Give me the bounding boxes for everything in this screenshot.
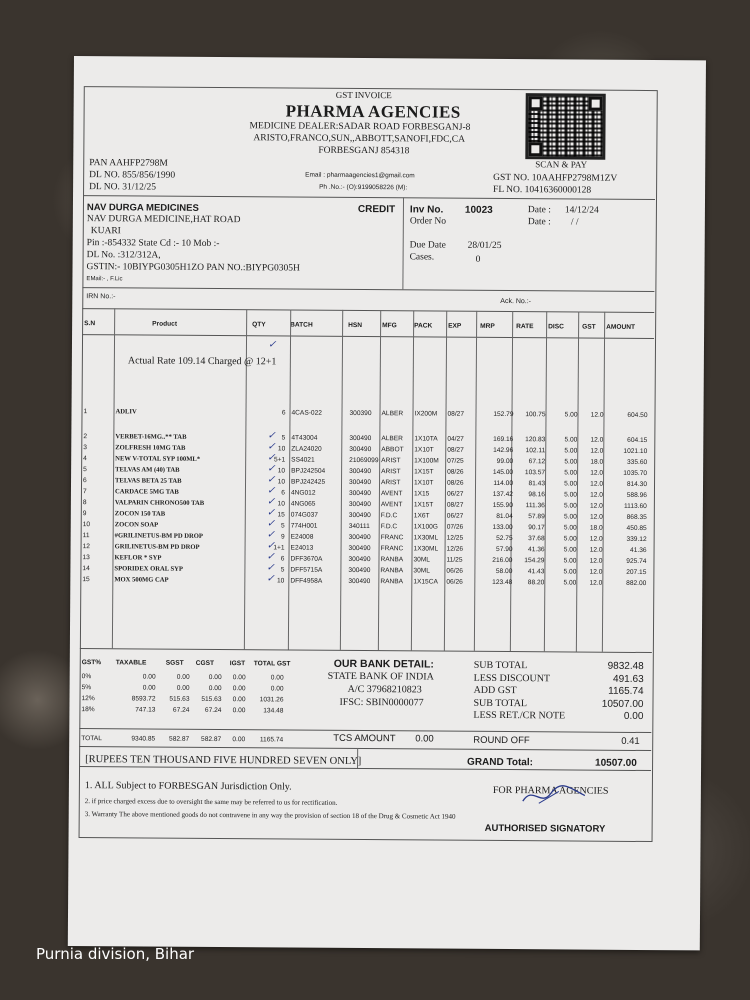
tick-mark-icon: ✓ — [266, 529, 276, 541]
bank-ifsc: IFSC: SBIN0000077 — [339, 696, 424, 709]
tick-mark-icon: ✓ — [266, 562, 275, 574]
terms-3: 3. Warranty The above mentioned goods do not contravene in any way the provision of section 18 of the Drug & Cosmetic Act 1940 — [84, 810, 456, 821]
round-off-value: 0.41 — [621, 735, 640, 747]
date-label: Date : — [527, 205, 551, 216]
table-row: 7 CARDACE 5MG TAB 6 4NG012 300490 AVENT 1X15 06/27 137.42 98.16 5.00 12.0 588.96 — [82, 488, 647, 500]
gst-number: GST NO. 10AAHFP2798M1ZV — [493, 172, 618, 184]
customer-name: NAV DURGA MEDICINES — [86, 202, 199, 214]
company-email: Email : pharmaagencies1@gmail.com — [305, 171, 415, 180]
bank-detail-title: OUR BANK DETAIL: — [333, 657, 434, 671]
customer-dl: DL No. :312/312A, — [86, 250, 161, 261]
scan-and-pay: SCAN & PAY — [535, 159, 588, 170]
for-company: FOR PHARMA AGENCIES — [492, 784, 609, 797]
tick-mark-icon: ✓ — [266, 496, 276, 508]
tick-mark-icon: ✓ — [266, 551, 275, 563]
qr-corner-icon — [589, 97, 603, 111]
divider — [357, 748, 358, 768]
qr-corner-icon — [528, 142, 542, 156]
qr-corner-icon — [529, 96, 543, 110]
table-row: 10 ZOCON SOAP 5 774H001 340111 F.D.C 1X100G 07/26 133.00 90.17 5.00 18.0 450.85 — [82, 521, 647, 533]
table-row: 13 KEFLOR * SYP 6 DFF3670A 300490 RANBA 30ML 11/25 216.00 154.29 5.00 12.0 925.74 — [82, 554, 647, 566]
terms-1: 1. ALL Subject to FORBESGAN Jurisdiction Only. — [84, 780, 292, 793]
fl-number: FL NO. 10416360000128 — [493, 184, 592, 196]
grand-total-value: 10507.00 — [595, 757, 637, 769]
totals-label: ADD GST — [473, 684, 517, 697]
brands-line: ARISTO,FRANCO,SUN,,ABBOTT,SANOFI,FDC,CA — [253, 133, 466, 145]
tick-mark-icon: ✓ — [266, 540, 276, 552]
order-no-label: Order No — [409, 216, 447, 227]
gst-summary-row: 18% 747.13 67.24 67.24 0.00 134.48 — [81, 706, 284, 715]
tick-mark-icon: ✓ — [267, 441, 276, 453]
gst-summary-row: 5% 0.00 0.00 0.00 0.00 0.00 — [81, 684, 284, 693]
amount-in-words: [RUPEES TEN THOUSAND FIVE HUNDRED SEVEN ONLY] — [85, 754, 362, 768]
table-row: 4 NEW V-TOTAL SYP 100ML* 5+1 SS4021 21069099 ARIST 1X100M 07/25 99.00 67.12 5.00 18.0 335.60 — [83, 455, 648, 467]
tcs-amount-label: TCS AMOUNT — [333, 732, 396, 745]
totals-value: 491.63 — [613, 673, 644, 685]
table-row: 2 VERBET-16MG..** TAB 5 4T43004 300490 ALBER 1X10TA 04/27 169.16 120.83 5.00 12.0 604.15 — [83, 433, 648, 445]
totals-value: 10507.00 — [601, 698, 644, 710]
tick-mark-icon: ✓ — [267, 463, 276, 475]
invoice-type: GST INVOICE — [335, 89, 392, 101]
dealer-line: MEDICINE DEALER:SADAR ROAD FORBESGANJ-8 — [249, 121, 471, 133]
table-row: 3 ZOLFRESH 10MG TAB 10 ZLA24020 300490 ABBOT 1X10T 08/27 142.96 102.11 5.00 12.0 1021.10 — [83, 444, 648, 456]
date-value: 14/12/24 — [564, 205, 599, 216]
table-header: S.N Product QTY BATCH HSN MFG PACK EXP MRP RATE DISC GST AMOUNT — [84, 320, 636, 331]
gst-summary-row: 0% 0.00 0.00 0.00 0.00 0.00 — [81, 673, 284, 682]
authorised-signatory: AUTHORISED SIGNATORY — [484, 822, 606, 835]
company-name: PHARMA AGENCIES — [285, 101, 461, 122]
location-watermark: Purnia division, Bihar — [36, 945, 195, 963]
pan-number: PAN AAHFP2798M — [89, 158, 168, 169]
totals-value: 0.00 — [623, 710, 644, 722]
tick-mark-icon: ✓ — [266, 507, 276, 519]
table-row: 14 SPORIDEX ORAL SYP 5 DFF5715A 300490 RANBA 30ML 06/26 58.00 41.43 5.00 12.0 207.15 — [82, 565, 647, 577]
table-row: 5 TELVAS AM (40) TAB 10 BPJ242504 300490 ARIST 1X15T 08/26 145.00 103.57 5.00 12.0 1035.70 — [83, 466, 648, 478]
totals-value: 1165.74 — [608, 685, 644, 697]
terms-2: 2. if price charged excess due to oversight the same may be referred to us for rectification. — [84, 797, 338, 807]
tick-mark-icon: ✓ — [267, 430, 276, 442]
order-date-value: / / — [570, 217, 579, 228]
irn-no: IRN No.:- — [86, 293, 116, 301]
dl-number-1: DL NO. 855/856/1990 — [89, 170, 176, 181]
dl-number-2: DL NO. 31/12/25 — [89, 182, 157, 193]
table-row: 11 #GRILINETUS-BM PD DROP 9 E24008 300490 FRANC 1X30ML 12/25 52.75 37.68 5.00 12.0 339.12 — [82, 532, 647, 544]
totals-label: SUB TOTAL — [473, 697, 528, 709]
company-phone: Ph .No.:- (O):9199058226 (M): — [319, 183, 408, 192]
customer-email: EMail:- , F.Lic — [86, 276, 123, 283]
tick-mark-icon: ✓ — [266, 518, 276, 530]
due-date-value: 28/01/25 — [467, 240, 502, 251]
totals-value: 9832.48 — [607, 660, 644, 672]
tick-mark-icon: ✓ — [266, 485, 276, 497]
invoice-paper — [68, 56, 706, 950]
signature-icon — [519, 781, 589, 809]
customer-address-1: NAV DURGA MEDICINE,HAT ROAD — [86, 214, 241, 226]
totals-label: LESS DISCOUNT — [473, 672, 551, 684]
bank-account: A/C 37968210823 — [347, 683, 422, 696]
gst-summary-header: GST% TAXABLE SGST CGST IGST TOTAL GST — [81, 659, 291, 668]
totals-label: LESS RET./CR NOTE — [473, 709, 566, 722]
tcs-amount-value: 0.00 — [415, 733, 434, 745]
table-row: 1 ADLIV 6 4CAS-022 300390 ALBER IX200M 08/27 152.79 100.75 5.00 12.0 604.50 — [83, 408, 648, 420]
payment-mode: CREDIT — [357, 203, 396, 216]
customer-gstin: GSTIN:- 10BIYPG0305H1ZO PAN NO.:BIYPG0305H — [86, 262, 300, 274]
table-row: 8 VALPARIN CHRONO500 TAB 10 4NG065 300490 AVENT 1X15T 08/27 155.90 111.36 5.00 12.0 1113.60 — [82, 499, 647, 511]
inv-no-value: 10023 — [464, 204, 493, 216]
tick-mark-icon: ✓ — [266, 573, 275, 585]
totals-label: SUB TOTAL — [473, 659, 528, 672]
gst-summary-row: 12% 8593.72 515.63 515.63 0.00 1031.26 — [81, 695, 284, 704]
customer-address-2: KUARI — [90, 226, 121, 237]
order-date-label: Date : — [527, 217, 551, 228]
ack-no: Ack. No.:- — [500, 297, 532, 306]
table-row: 12 GRILINETUS-BM PD DROP 1+1 E24013 300490 FRANC 1X30ML 12/26 57.90 41.36 5.00 12.0 41.36 — [82, 543, 647, 555]
table-row: 15 MOX 500MG CAP 10 DFF4958A 300490 RANBA 1X15CA 06/26 123.48 88.20 5.00 12.0 882.00 — [82, 576, 647, 588]
grand-total-label: GRAND Total: — [467, 756, 534, 769]
cases-value: 0 — [475, 254, 481, 265]
tick-mark-icon: ✓ — [267, 474, 276, 486]
due-date-label: Due Date — [409, 240, 446, 251]
table-row: 9 ZOCON 150 TAB 15 074G037 300490 F.D.C 1X6T 06/27 81.04 57.89 5.00 12.0 868.35 — [82, 510, 647, 522]
inv-no-label: Inv No. — [409, 204, 444, 216]
table-row: 6 TELVAS BETA 25 TAB 10 BPJ242425 300490 ARIST 1X10T 08/26 114.00 81.43 5.00 12.0 814.30 — [83, 477, 648, 489]
tick-mark-icon: ✓ — [267, 339, 277, 351]
customer-pin: Pin :-854332 State Cd :- 10 Mob :- — [86, 238, 220, 250]
round-off-label: ROUND OFF — [473, 734, 530, 747]
tick-mark-icon: ✓ — [267, 452, 276, 464]
company-city: FORBESGANJ 854318 — [318, 145, 410, 157]
bank-name: STATE BANK OF INDIA — [327, 670, 434, 683]
gst-summary-total: TOTAL 9340.85 582.87 582.87 0.00 1165.74 — [81, 735, 284, 744]
cases-label: Cases. — [409, 252, 435, 263]
actual-rate-note: Actual Rate 109.14 Charged @ 12+1 — [127, 355, 277, 368]
